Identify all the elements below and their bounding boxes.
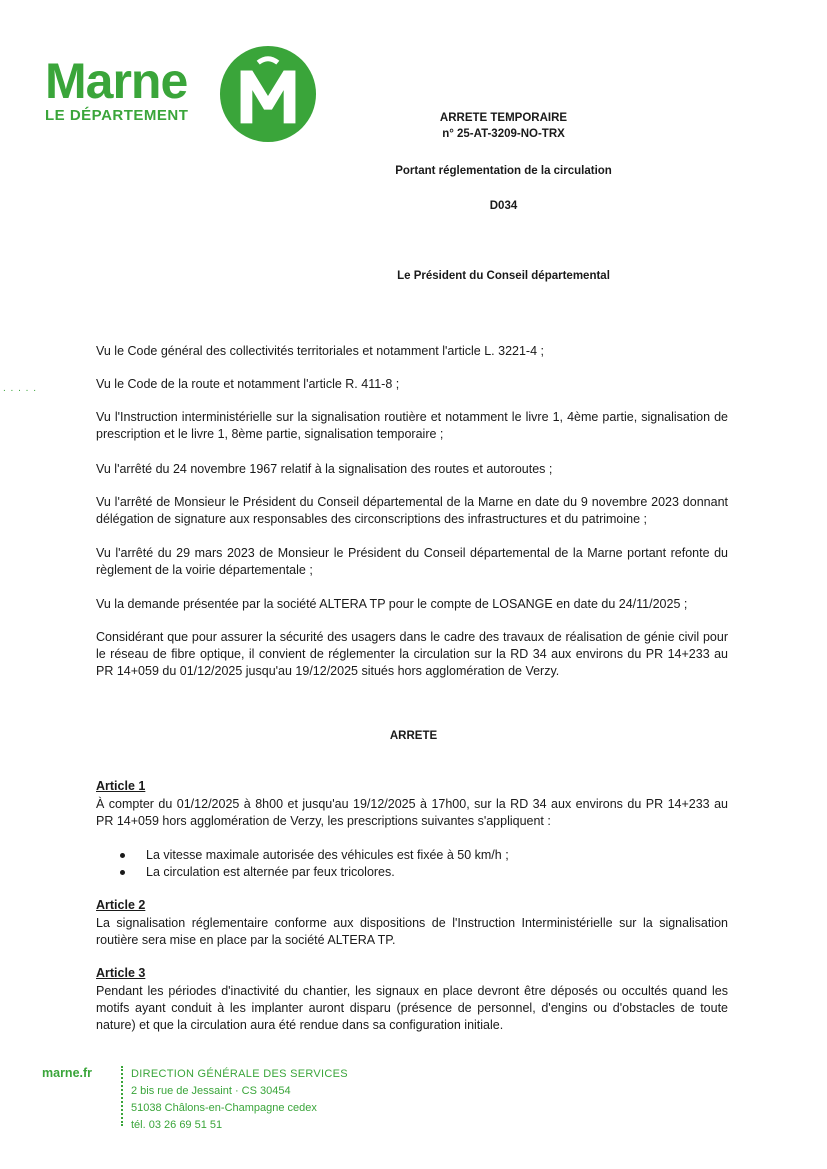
footer-phone: tél. 03 26 69 51 51	[131, 1119, 223, 1131]
list-item: La vitesse maximale autorisée des véhicules est fixée à 50 km/h ;	[120, 847, 509, 864]
article-1-text: À compter du 01/12/2025 à 8h00 et jusqu'au 19/12/2025 à 17h00, sur la RD 34 aux environs du PR 14+233 au PR 14+059 hors agglomération de Verzy, les prescriptions suivantes s'appliquent :	[96, 797, 728, 828]
consideration-7: Vu la demande présentée par la société ALTERA TP pour le compte de LOSANGE en date du 24/11/2025 ;	[96, 597, 688, 611]
article-3-text: Pendant les périodes d'inactivité du chantier, les signaux en place devront être déposés ou occultés quand les motifs ayant conduit à les implanter auront disparu (présence de personnel, d'engins ou d'obstacles de toute nature) et que la circulation aura été rendue dans sa configuration initiale.	[96, 984, 728, 1032]
footer-address	[131, 1066, 348, 1134]
logo-subtitle: LE DÉPARTEMENT	[45, 107, 189, 124]
consideration-4: Vu l'arrêté du 24 novembre 1967 relatif à la signalisation des routes et autoroutes ;	[96, 462, 553, 476]
authority: Le Président du Conseil départemental	[397, 270, 610, 282]
consideration-3: Vu l'Instruction interministérielle sur la signalisation routière et notamment le livre 1, 4ème partie, signalisation de prescription et le livre 1, 8ème partie, signalisation temporaire ;	[96, 410, 728, 441]
footer-divider	[121, 1066, 126, 1126]
road-code: D034	[489, 200, 518, 212]
article-2-text: La signalisation réglementaire conforme aux dispositions de l'Instruction Interministérielle sur la signalisation routière sera mise en place par la société ALTERA TP.	[96, 916, 728, 947]
margin-marks: . . . . .	[3, 383, 38, 394]
footer-direction: DIRECTION GÉNÉRALE DES SERVICES	[131, 1068, 348, 1080]
consideration-5: Vu l'arrêté de Monsieur le Président du Conseil départemental de la Marne en date du 9 novembre 2023 donnant délégation de signature aux responsables des circonscriptions des infrastructures et du patrimoine ;	[96, 495, 728, 526]
footer-address-line2: 51038 Châlons-en-Champagne cedex	[131, 1102, 317, 1114]
decree-type: ARRETE TEMPORAIRE	[439, 112, 568, 124]
list-item: La circulation est alternée par feux tricolores.	[120, 864, 509, 881]
decree-subject: Portant réglementation de la circulation	[395, 165, 612, 177]
consideration-8: Considérant que pour assurer la sécurité des usagers dans le cadre des travaux de réalisation de génie civil pour le réseau de fibre optique, il convient de réglementer la circulation sur la RD 34 aux environs du PR 14+233 au PR 14+059 du 01/12/2025 jusqu'au 19/12/2025 situés hors agglomération de Verzy.	[96, 630, 728, 678]
logo-wordmark: Marne	[45, 53, 188, 109]
consideration-2: Vu le Code de la route et notamment l'article R. 411-8 ;	[96, 377, 400, 391]
consideration-1: Vu le Code général des collectivités territoriales et notamment l'article L. 3221-4 ;	[96, 344, 544, 358]
article-2-title: Article 2	[96, 898, 146, 912]
decree-heading: ARRETE	[389, 730, 438, 742]
article-3-title: Article 3	[96, 966, 146, 980]
decree-number: n° 25-AT-3209-NO-TRX	[442, 128, 565, 140]
article-1-list	[120, 847, 509, 881]
footer-website: marne.fr	[42, 1066, 93, 1080]
article-1-title: Article 1	[96, 779, 146, 793]
footer-address-line1: 2 bis rue de Jessaint · CS 30454	[131, 1085, 291, 1097]
consideration-6: Vu l'arrêté du 29 mars 2023 de Monsieur le Président du Conseil départemental de la Marne portant refonte du règlement de la voirie départementale ;	[96, 546, 728, 577]
